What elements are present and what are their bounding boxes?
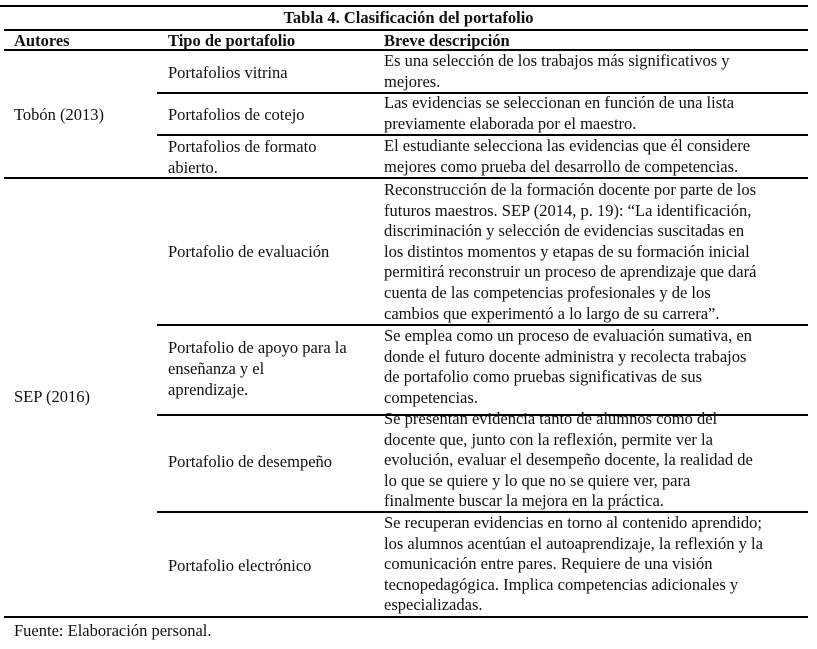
header-tipo: Tipo de portafolio [168, 31, 296, 50]
header-autores: Autores [14, 31, 70, 50]
type-line: Portafolio de desempeño [168, 452, 333, 471]
description-line: previamente elaborada por el maestro. [384, 113, 637, 133]
description-cell [384, 180, 756, 324]
description-line: Se presentan evidencia tanto de alumnos como del [384, 409, 718, 428]
group-rule [4, 177, 808, 179]
description-line: los alumnos acentúan el autoaprendizaje, la reflexión y la [384, 533, 763, 553]
table-source-note: Fuente: Elaboración personal. [14, 621, 212, 640]
description-line: discriminación y selección de evidencias suscitadas en [384, 221, 745, 241]
description-cell [384, 136, 750, 177]
type-line: abierto. [168, 158, 218, 177]
type-line: Portafolios vitrina [168, 63, 288, 82]
type-line: Portafolios de formato [168, 137, 317, 156]
description-line: Se emplea como un proceso de evaluación sumativa, en [384, 326, 752, 345]
type-cell [168, 451, 332, 472]
table-title: Tabla 4. Clasificación del portafolio [283, 8, 534, 27]
type-line: Portafolio electrónico [168, 556, 312, 575]
author-cell: SEP (2016) [14, 387, 90, 406]
type-cell [168, 555, 311, 576]
description-line: mejores. [384, 71, 441, 91]
type-line: Portafolios de cotejo [168, 105, 305, 124]
description-line: cambios que experimentó a lo largo de su carrera”. [384, 303, 720, 323]
type-line: aprendizaje. [168, 380, 249, 399]
type-cell [168, 62, 288, 83]
description-line: docente que, junto con la reflexión, permite ver la [384, 429, 713, 449]
description-line: lo que se quiere y lo que no se quiere ver, para [384, 470, 691, 490]
author-cell: Tobón (2013) [14, 105, 105, 124]
description-cell [384, 409, 753, 512]
description-line: Las evidencias se seleccionan en función de una lista [384, 93, 735, 112]
description-line: los distintos momentos y etapas de su formación inicial [384, 241, 750, 261]
table-bottom-rule [4, 616, 808, 618]
type-cell [168, 241, 329, 262]
description-line: Es una selección de los trabajos más significativos y [384, 51, 730, 70]
description-line: Se recuperan evidencias en torno al contenido aprendido; [384, 513, 762, 532]
type-cell [168, 337, 347, 400]
description-line: competencias. [384, 387, 478, 407]
description-line: donde el futuro docente administra y recolecta trabajos [384, 346, 747, 366]
description-line: futuros maestros. SEP (2014, p. 19): “La identificación, [384, 200, 752, 220]
type-line: Portafolio de evaluación [168, 242, 330, 261]
type-line: enseñanza y el [168, 359, 265, 378]
description-cell [384, 51, 730, 92]
description-line: mejores como prueba del desarrollo de competencias. [384, 156, 739, 176]
description-line: permitirá reconstruir un proceso de aprendizaje que dará [384, 262, 757, 282]
description-cell [384, 93, 734, 134]
type-cell [168, 136, 316, 178]
description-line: El estudiante selecciona las evidencias que él considere [384, 136, 751, 155]
description-line: comunicación entre pares. Requiere de una visión [384, 554, 713, 574]
description-line: finalmente buscar la mejora en la práctica. [384, 491, 664, 511]
header-descripcion: Breve descripción [384, 31, 510, 50]
description-line: evolución, evaluar el desempeño docente, la realidad de [384, 450, 753, 470]
description-line: Reconstrucción de la formación docente por parte de los [384, 180, 757, 199]
description-line: cuenta de las competencias profesionales y de los [384, 282, 711, 302]
description-line: de portafolio como pruebas significativas de sus [384, 367, 703, 387]
description-cell [384, 513, 763, 616]
type-cell [168, 104, 305, 125]
description-line: especializadas. [384, 595, 483, 615]
type-line: Portafolio de apoyo para la [168, 338, 347, 357]
description-line: tecnopedagógica. Implica competencias adicionales y [384, 574, 739, 594]
description-cell [384, 326, 752, 408]
